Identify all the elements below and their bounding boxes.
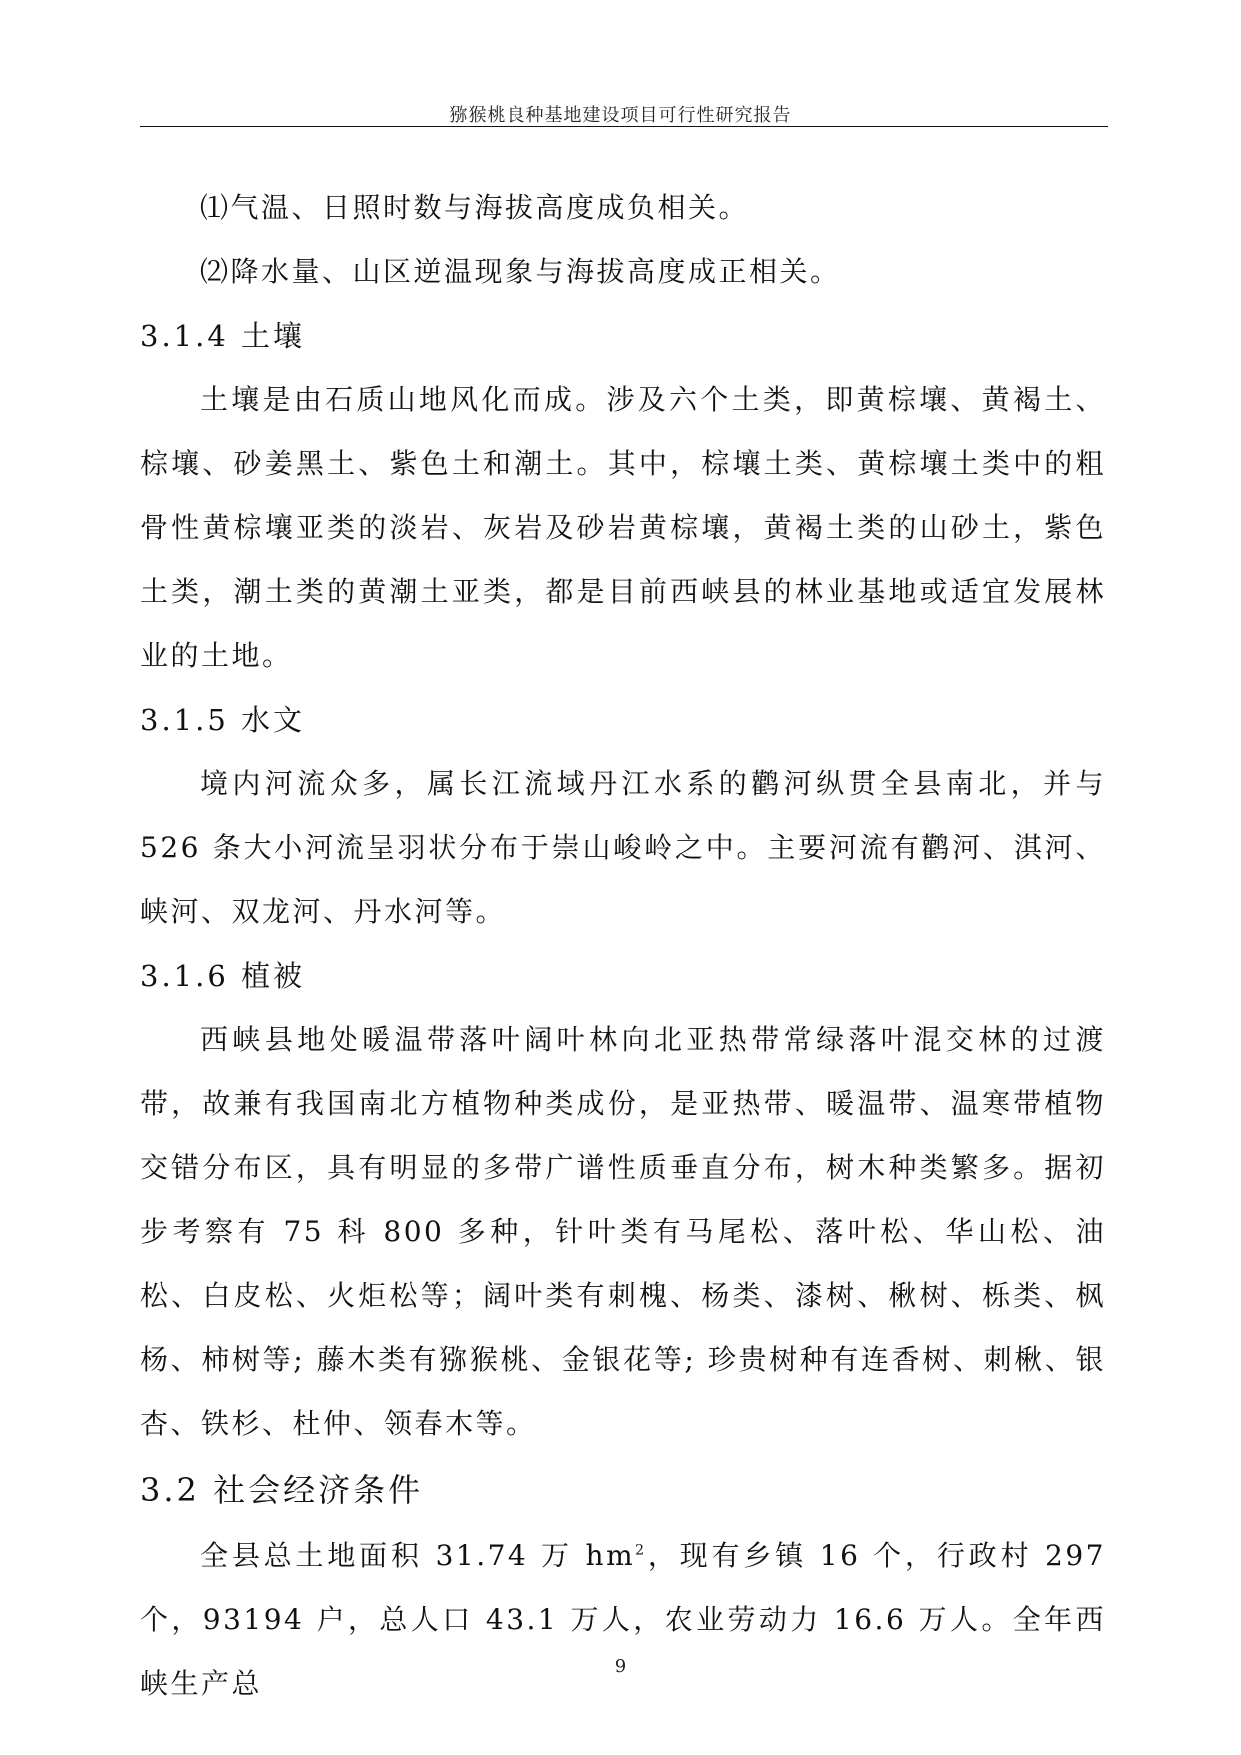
list-item-temperature: ⑴气温、日照时数与海拔高度成负相关。 bbox=[200, 191, 750, 224]
section-heading-hydrology: 3.1.5 水文 bbox=[140, 703, 306, 737]
running-header: 猕猴桃良种基地建设项目可行性研究报告 bbox=[449, 105, 792, 126]
paragraph-soil: 土壤是由石质山地风化而成。涉及六个土类，即黄棕壤、黄褐土、棕壤、砂姜黑土、紫色土和潮土。其中，棕壤土类、黄棕壤土类中的粗骨性黄棕壤亚类的淡岩、灰岩及砂岩黄棕壤，黄褐土类的山砂土，紫色土类，潮土类的黄潮土亚类，都是目前西峡县的林业基地或适宜发展林业的土地。 bbox=[140, 383, 1106, 672]
paragraph-hydrology: 境内河流众多，属长江流域丹江水系的鹳河纵贯全县南北，并与 526 条大小河流呈羽状分布于崇山峻岭之中。主要河流有鹳河、淇河、峡河、双龙河、丹水河等。 bbox=[140, 767, 1106, 928]
list-item-precipitation: ⑵降水量、山区逆温现象与海拔高度成正相关。 bbox=[200, 255, 841, 288]
section-heading-vegetation: 3.1.6 植被 bbox=[140, 959, 306, 993]
econ-text-rest: ，现有乡镇 16 个，行政村 297 个，93194 户，总人口 43.1 万人，农业劳动力 16.6 万人。全年西峡生产总 bbox=[140, 1539, 1106, 1700]
section-heading-socioeconomic: 3.2 社会经济条件 bbox=[140, 1471, 424, 1509]
page-content bbox=[140, 176, 1106, 1716]
area-unit-superscript: 2 bbox=[635, 1542, 647, 1559]
paragraph-vegetation: 西峡县地处暖温带落叶阔叶林向北亚热带常绿落叶混交林的过渡带，故兼有我国南北方植物种类成份，是亚热带、暖温带、温寒带植物交错分布区，具有明显的多带广谱性质垂直分布，树木种类繁多。据初步考察有 75 科 800 多种，针叶类有马尾松、落叶松、华山松、油松、白皮松、火炬松等；阔叶类有刺槐、杨类、漆树、楸树、栎类、枫杨、柿树等; 藤木类有猕猴桃、金银花等; 珍贵树种有连香树、刺楸、银杏、铁杉、杜仲、领春木等。 bbox=[140, 1023, 1106, 1440]
paragraph-socioeconomic bbox=[140, 1524, 1106, 1716]
section-heading-soil: 3.1.4 土壤 bbox=[140, 319, 306, 353]
page-number: 9 bbox=[614, 1656, 627, 1677]
header-rule bbox=[140, 126, 1108, 127]
econ-text-start: 全县总土地面积 31.74 万 hm bbox=[200, 1539, 636, 1572]
